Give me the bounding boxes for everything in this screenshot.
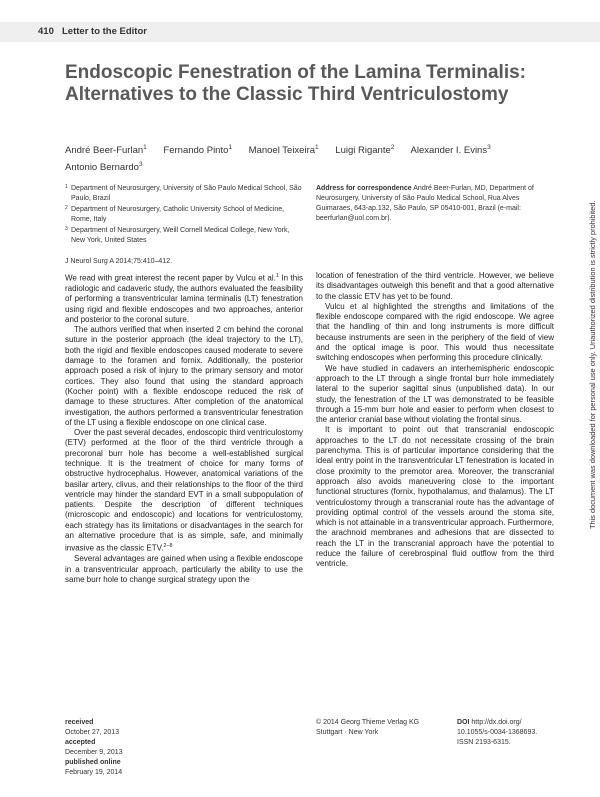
author: Luigi Rigante$^2$: [335, 144, 395, 157]
author: Antonio Bernardo$^3$: [65, 161, 143, 174]
doi-line: DOI http://dx.doi.org/: [457, 719, 522, 726]
doi-info: [457, 718, 537, 748]
section-label: Letter to the Editor: [62, 26, 147, 37]
accepted-date: December 9, 2013: [65, 749, 123, 756]
affiliation: 3 Department of Neurosurgery, Weill Cornell Medical College, New York, New York, United States: [65, 226, 290, 244]
paragraph: The authors verified that when inserted 2 cm behind the coronal suture in the posterior approach (the ideal trajectory to the LT), both the rigid and flexible endoscopes caused moderate to severe damage to the foramen and fornix. Additionally, the posterior approach posed a risk of injury to the primary sensory and motor cortices. They also found that using the standard approach (Kocher point) with a flexible endoscope reduced the risk of damage to these structures. After completion of the anatomical investigation, the authors performed a transventricular fenestration of the LT using a flexible endoscope on one clinical case.: [65, 325, 303, 427]
body-column-left: [65, 271, 303, 585]
author: Manoel Teixeira$^1$: [248, 144, 319, 157]
author: Fernando Pinto$^1$: [163, 144, 233, 157]
body-column-right: [316, 271, 554, 570]
author-list: [65, 141, 535, 175]
paragraph: Vulcu et al highlighted the strengths and limitations of the flexible endoscope compared with the rigid endoscope. We agree that the handling of thin and long instruments is more difficult because instruments are seen in the periphery of the field of view and the optical image is poor. This would thus necessitate switching endoscopes when performing this procedure clinically.: [316, 301, 554, 363]
correspondence-address: Address for correspondence André Beer-Furlan, MD, Department of Neurosurgery, University of São Paulo Medical School, Rua Alves Guimaraes, 643-ap.132, São Paulo, SP 05410-001, Brazil (e-mail: beerfurlan@uol.com.br).: [316, 185, 534, 222]
accepted-label: accepted: [65, 739, 96, 746]
issn: ISSN 2193-6315.: [457, 739, 511, 746]
publisher-location: Stuttgart · New York: [316, 729, 379, 736]
author: Alexander I. Evins$^3$: [410, 144, 491, 157]
affiliation: 2 Department of Neurosurgery, Catholic University School of Medicine, Rome, Italy: [65, 205, 285, 223]
page-number: 410: [38, 26, 54, 37]
article-dates: [65, 718, 123, 778]
article-title: Endoscopic Fenestration of the Lamina Terminalis: Alternatives to the Classic Third Ventriculostomy: [65, 62, 527, 105]
side-disclaimer: This document was downloaded for personal use only. Unauthorized distribution is strictly prohibited.: [588, 200, 597, 529]
published-date: February 19, 2014: [65, 769, 123, 776]
received-date: October 27, 2013: [65, 729, 120, 736]
received-label: received: [65, 719, 94, 726]
paragraph: We read with great interest the recent paper by Vulcu et al.$^1$ In this radiologic and cadaveric study, the authors evaluated the feasibility of performing a transventricular lamina terminalis (LT) fenestration using rigid and flexible endoscopes and two approaches, anterior and posterior to the coronal suture.: [65, 273, 303, 324]
paragraph: Over the past several decades, endoscopic third ventriculostomy (ETV) performed at the floor of the third ventricle through a precoronal burr hole has become a well-established surgical technique. It is the treatment of choice for many forms of obstructive hydrocephalus. However, anatomical variations of the basilar artery, clivus, and their relationships to the floor of the third ventricle may hinder the standard EVT in a small subpopulation of patients. Despite the description of different techniques (microscopic and endoscopic) and locations for ventriculostomy, each strategy has its limitations or disadvantages in the search for an alternative procedure that is as simple, safe, and minimally invasive as the classic ETV.$^{2-8}$: [65, 428, 304, 554]
doi-number: 10.1055/s-0034-1368693.: [457, 729, 538, 736]
published-label: published online: [65, 759, 121, 766]
paragraph: location of fenestration of the third ventricle. However, we believe its disadvantages outweigh this benefit and that a good alternative to the classic ETV has yet to be found.: [316, 271, 554, 301]
author: André Beer-Furlan$^1$: [65, 144, 147, 157]
paragraph: Several advantages are gained when using a flexible endoscope in a transventricular approach, particularly the ability to use the same burr hole to change surgical strategy upon the: [65, 554, 303, 584]
paragraph: We have studied in cadavers an interhemispheric endoscopic approach to the LT through a single frontal burr hole immediately lateral to the superior sagittal sinus (unpublished data). In our study, the fenestration of the LT was demonstrated to be feasible through a 15-mm burr hole and easier to perform when closest to the anterior cranial base without violating the frontal sinus.: [316, 363, 554, 425]
paragraph: It is important to point out that transcranial endoscopic approaches to the LT do not necessitate crossing of the brain parenchyma. This is of particular importance considering that the ideal entry point in the transventricular LT fenestration is located in close proximity to the premotor area. Moreover, the transcranial approach also avoids maneuvering close to the important functional structures (fornix, hypothalamus, and thalamus). The LT ventriculostomy through a transcranial route has the advantage of providing optimal control of the vessels around the stoma site, which is not attainable in a transventricular approach. Furthermore, the arachnoid membranes and adhesions that are dissected to reach the LT in the transcranial approach have the potential to reduce the failure of cerebrospinal fluid outflow from the third ventricle.: [316, 425, 554, 569]
copyright: © 2014 Georg Thieme Verlag KG: [316, 719, 420, 726]
publisher-info: [316, 718, 419, 738]
affiliation: 1 Department of Neurosurgery, University of São Paulo Medical School, São Paulo, Brazil: [65, 184, 302, 202]
journal-citation: J Neurol Surg A 2014;75:410–412.: [65, 258, 173, 265]
affiliations: [65, 184, 305, 246]
